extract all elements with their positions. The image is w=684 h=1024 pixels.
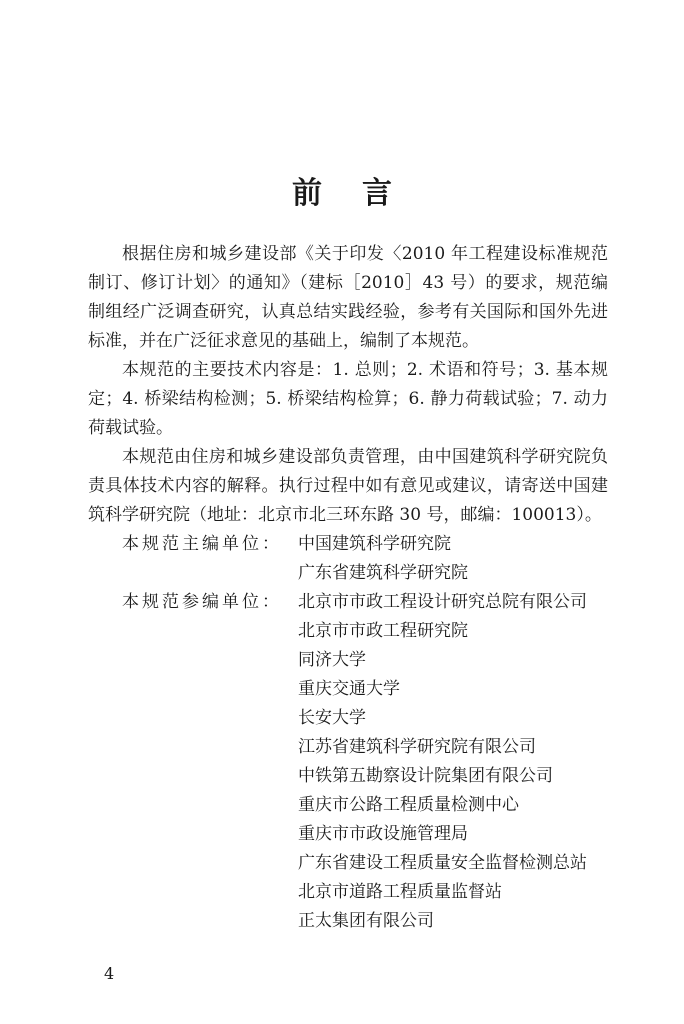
chief-units-list [298,530,608,588]
participating-units-label: 本规范参编单位： [122,592,282,612]
paragraph-1: 根据住房和城乡建设部《关于印发〈2010 年工程建设标准规范制订、修订计划〉的通知》（建标［2010］43 号）的要求，规范编制组经广泛调查研究，认真总结实践经验，参考有关国际和国外先进标准，并在广泛征求意见的基础上，编制了本规范。 [88,244,608,351]
participating-unit-item: 正太集团有限公司 [298,911,434,931]
participating-unit-item: 重庆市公路工程质量检测中心 [298,795,519,815]
page-number: 4 [104,964,115,983]
paragraph-2: 本规范的主要技术内容是：1. 总则；2. 术语和符号；3. 基本规定；4. 桥梁结构检测；5. 桥梁结构检算；6. 静力荷载试验；7. 动力荷载试验。 [88,360,608,438]
participating-unit-item: 中铁第五勘察设计院集团有限公司 [298,766,553,786]
chief-unit-item: 广东省建筑科学研究院 [298,563,468,583]
participating-unit-item: 长安大学 [298,708,366,728]
paragraph-3: 本规范由住房和城乡建设部负责管理，由中国建筑科学研究院负责具体技术内容的解释。执行过程中如有意见或建议，请寄送中国建筑科学研究院（地址：北京市北三环东路 30 号，邮编：100013）。 [88,447,608,525]
participating-unit-item: 重庆交通大学 [298,679,400,699]
chief-unit-item: 中国建筑科学研究院 [298,534,451,554]
participating-unit-item: 北京市市政工程研究院 [298,621,468,641]
participating-unit-item: 广东省建设工程质量安全监督检测总站 [298,853,587,873]
participating-units-block [88,588,608,936]
participating-unit-item: 同济大学 [298,650,366,670]
page-title: 前言 [292,176,432,211]
participating-unit-item: 江苏省建筑科学研究院有限公司 [298,737,536,757]
foreword-body [88,240,608,936]
participating-units-list [298,588,608,936]
participating-unit-item: 北京市市政工程设计研究总院有限公司 [298,592,587,612]
chief-units-label: 本规范主编单位： [122,534,282,554]
chief-units-block [88,530,608,588]
participating-unit-item: 北京市道路工程质量监督站 [298,882,502,902]
participating-unit-item: 重庆市市政设施管理局 [298,824,468,844]
